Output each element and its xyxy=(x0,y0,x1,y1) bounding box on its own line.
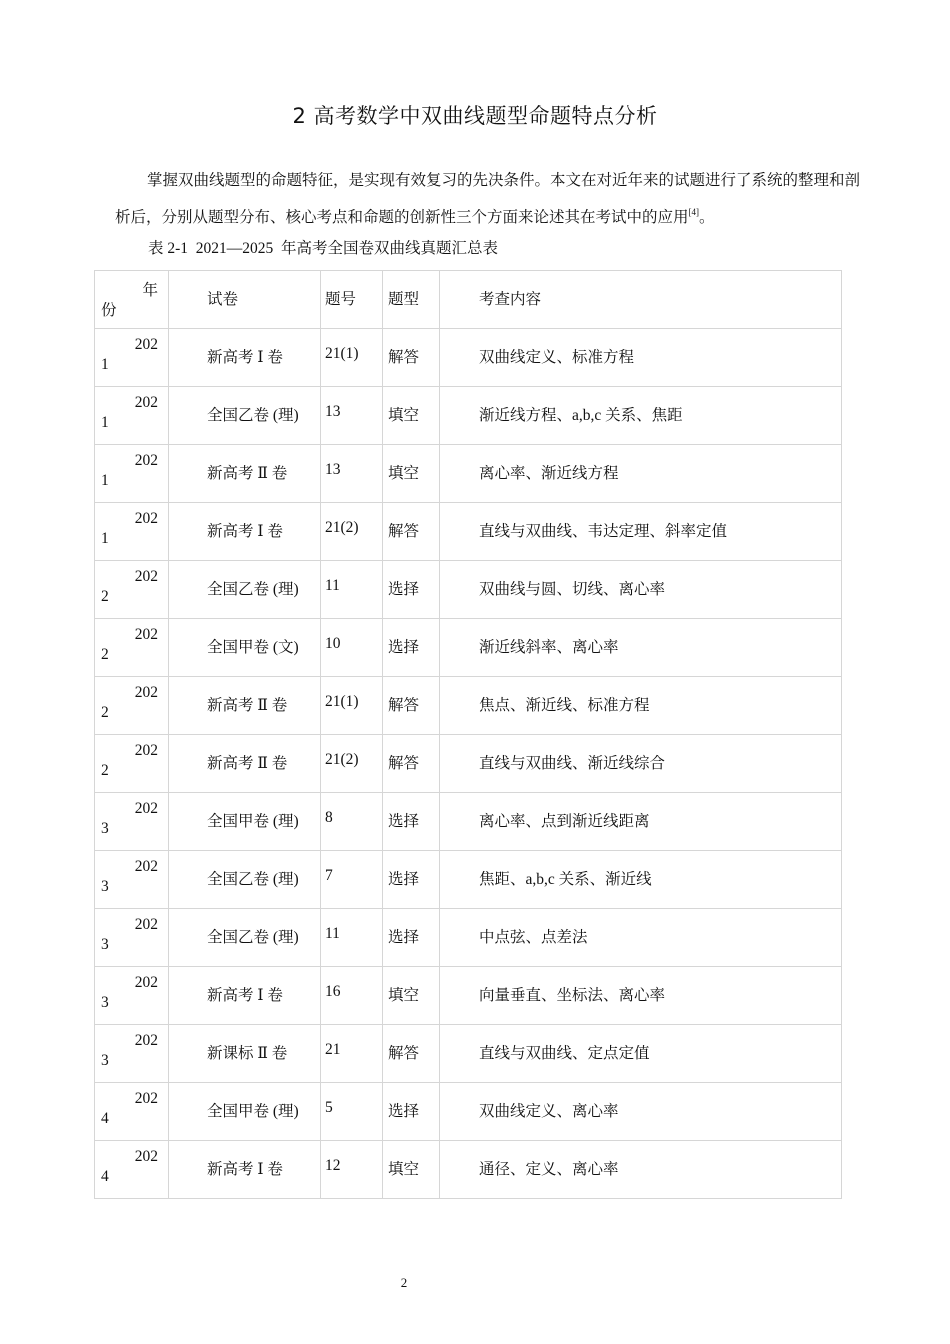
cell-year xyxy=(95,793,169,851)
cell-paper: 新高考 Ⅱ 卷 xyxy=(169,445,321,503)
year-part2: 4 xyxy=(101,1168,109,1185)
cell-year xyxy=(95,677,169,735)
year-part2: 3 xyxy=(101,878,109,895)
cell-type: 填空 xyxy=(383,1141,440,1199)
cell-year xyxy=(95,503,169,561)
year-part1: 202 xyxy=(134,510,158,527)
cell-paper: 全国乙卷 (理) xyxy=(169,561,321,619)
year-part1: 202 xyxy=(134,336,158,353)
header-year-line2: 份 xyxy=(101,302,117,319)
cell-number: 16 xyxy=(321,967,383,1025)
year-part2: 2 xyxy=(101,762,109,779)
table-row xyxy=(95,503,842,561)
year-part2: 2 xyxy=(101,646,109,663)
table-header-row xyxy=(95,271,842,329)
cell-type: 选择 xyxy=(383,1083,440,1141)
table-row xyxy=(95,387,842,445)
cell-content: 中点弦、点差法 xyxy=(440,909,842,967)
table-row xyxy=(95,909,842,967)
year-part1: 202 xyxy=(134,742,158,759)
year-part1: 202 xyxy=(134,568,158,585)
cell-number: 21 xyxy=(321,1025,383,1083)
year-part2: 1 xyxy=(101,530,109,547)
cell-paper: 全国甲卷 (理) xyxy=(169,793,321,851)
cell-type: 填空 xyxy=(383,967,440,1025)
cell-content: 直线与双曲线、定点定值 xyxy=(440,1025,842,1083)
cell-type: 填空 xyxy=(383,445,440,503)
header-number: 题号 xyxy=(321,271,383,329)
cell-paper: 全国乙卷 (理) xyxy=(169,909,321,967)
table-row xyxy=(95,851,842,909)
intro-end: 。 xyxy=(699,209,715,226)
cell-number: 5 xyxy=(321,1083,383,1141)
exam-table xyxy=(94,270,842,1199)
year-part1: 202 xyxy=(134,394,158,411)
year-part1: 202 xyxy=(134,974,158,991)
year-part1: 202 xyxy=(134,684,158,701)
table-row xyxy=(95,1141,842,1199)
table-row xyxy=(95,793,842,851)
year-part1: 202 xyxy=(134,1148,158,1165)
cell-paper: 新高考 Ⅰ 卷 xyxy=(169,329,321,387)
table-row xyxy=(95,329,842,387)
year-part2: 3 xyxy=(101,994,109,1011)
year-part2: 2 xyxy=(101,704,109,721)
table-row xyxy=(95,619,842,677)
cell-type: 解答 xyxy=(383,735,440,793)
cell-paper: 新高考 Ⅰ 卷 xyxy=(169,503,321,561)
cell-type: 选择 xyxy=(383,793,440,851)
cell-year xyxy=(95,329,169,387)
table-caption: 表 2-1 2021—2025 年高考全国卷双曲线真题汇总表 xyxy=(148,240,499,257)
cell-number: 21(2) xyxy=(321,503,383,561)
year-part2: 3 xyxy=(101,1052,109,1069)
citation-ref[interactable]: [4] xyxy=(688,207,700,217)
cell-year xyxy=(95,561,169,619)
cell-number: 21(1) xyxy=(321,677,383,735)
cell-type: 解答 xyxy=(383,677,440,735)
intro-paragraph xyxy=(115,162,860,236)
cell-paper: 新课标 Ⅱ 卷 xyxy=(169,1025,321,1083)
cell-year xyxy=(95,387,169,445)
cell-type: 解答 xyxy=(383,503,440,561)
header-year xyxy=(95,271,169,329)
table-row xyxy=(95,445,842,503)
page-number: 2 xyxy=(400,1275,408,1290)
cell-paper: 新高考 Ⅱ 卷 xyxy=(169,735,321,793)
year-part2: 1 xyxy=(101,356,109,373)
year-part1: 202 xyxy=(134,1032,158,1049)
cell-number: 10 xyxy=(321,619,383,677)
table-row xyxy=(95,561,842,619)
year-part1: 202 xyxy=(134,626,158,643)
cell-content: 焦距、a,b,c 关系、渐近线 xyxy=(440,851,842,909)
header-content: 考查内容 xyxy=(440,271,842,329)
cell-paper: 全国甲卷 (文) xyxy=(169,619,321,677)
cell-type: 选择 xyxy=(383,619,440,677)
cell-content: 直线与双曲线、韦达定理、斜率定值 xyxy=(440,503,842,561)
cell-content: 通径、定义、离心率 xyxy=(440,1141,842,1199)
year-part1: 202 xyxy=(134,1090,158,1107)
cell-content: 向量垂直、坐标法、离心率 xyxy=(440,967,842,1025)
cell-type: 选择 xyxy=(383,909,440,967)
cell-type: 解答 xyxy=(383,1025,440,1083)
year-part2: 3 xyxy=(101,820,109,837)
cell-paper: 全国甲卷 (理) xyxy=(169,1083,321,1141)
cell-content: 双曲线与圆、切线、离心率 xyxy=(440,561,842,619)
table-row xyxy=(95,677,842,735)
cell-year xyxy=(95,909,169,967)
cell-type: 选择 xyxy=(383,851,440,909)
cell-number: 21(2) xyxy=(321,735,383,793)
cell-year xyxy=(95,1025,169,1083)
cell-year xyxy=(95,1083,169,1141)
cell-number: 8 xyxy=(321,793,383,851)
year-part1: 202 xyxy=(134,800,158,817)
cell-paper: 全国乙卷 (理) xyxy=(169,387,321,445)
cell-year xyxy=(95,1141,169,1199)
cell-number: 11 xyxy=(321,561,383,619)
cell-paper: 新高考 Ⅰ 卷 xyxy=(169,967,321,1025)
intro-text: 掌握双曲线题型的命题特征，是实现有效复习的先决条件。本文在对近年来的试题进行了系统的整理和剖析后，分别从题型分布、核心考点和命题的创新性三个方面来论述其在考试中的应用 xyxy=(115,172,861,226)
year-part2: 1 xyxy=(101,414,109,431)
cell-content: 直线与双曲线、渐近线综合 xyxy=(440,735,842,793)
cell-content: 渐近线方程、a,b,c 关系、焦距 xyxy=(440,387,842,445)
cell-year xyxy=(95,445,169,503)
cell-year xyxy=(95,851,169,909)
header-year-line1: 年 xyxy=(142,282,158,299)
cell-paper: 全国乙卷 (理) xyxy=(169,851,321,909)
cell-content: 双曲线定义、标准方程 xyxy=(440,329,842,387)
cell-content: 离心率、渐近线方程 xyxy=(440,445,842,503)
cell-content: 双曲线定义、离心率 xyxy=(440,1083,842,1141)
cell-year xyxy=(95,735,169,793)
header-type: 题型 xyxy=(383,271,440,329)
cell-content: 焦点、渐近线、标准方程 xyxy=(440,677,842,735)
cell-year xyxy=(95,967,169,1025)
table-row xyxy=(95,1083,842,1141)
cell-content: 离心率、点到渐近线距离 xyxy=(440,793,842,851)
year-part2: 2 xyxy=(101,588,109,605)
year-part1: 202 xyxy=(134,452,158,469)
cell-paper: 新高考 Ⅰ 卷 xyxy=(169,1141,321,1199)
cell-type: 填空 xyxy=(383,387,440,445)
year-part1: 202 xyxy=(134,916,158,933)
cell-type: 选择 xyxy=(383,561,440,619)
cell-content: 渐近线斜率、离心率 xyxy=(440,619,842,677)
table-row xyxy=(95,735,842,793)
cell-year xyxy=(95,619,169,677)
year-part2: 4 xyxy=(101,1110,109,1127)
header-paper: 试卷 xyxy=(169,271,321,329)
year-part2: 3 xyxy=(101,936,109,953)
year-part1: 202 xyxy=(134,858,158,875)
cell-type: 解答 xyxy=(383,329,440,387)
cell-number: 11 xyxy=(321,909,383,967)
cell-number: 7 xyxy=(321,851,383,909)
table-row xyxy=(95,1025,842,1083)
cell-paper: 新高考 Ⅱ 卷 xyxy=(169,677,321,735)
cell-number: 21(1) xyxy=(321,329,383,387)
cell-number: 12 xyxy=(321,1141,383,1199)
year-part2: 1 xyxy=(101,472,109,489)
cell-number: 13 xyxy=(321,445,383,503)
section-heading: 2 高考数学中双曲线题型命题特点分析 xyxy=(292,104,658,128)
table-row xyxy=(95,967,842,1025)
cell-number: 13 xyxy=(321,387,383,445)
